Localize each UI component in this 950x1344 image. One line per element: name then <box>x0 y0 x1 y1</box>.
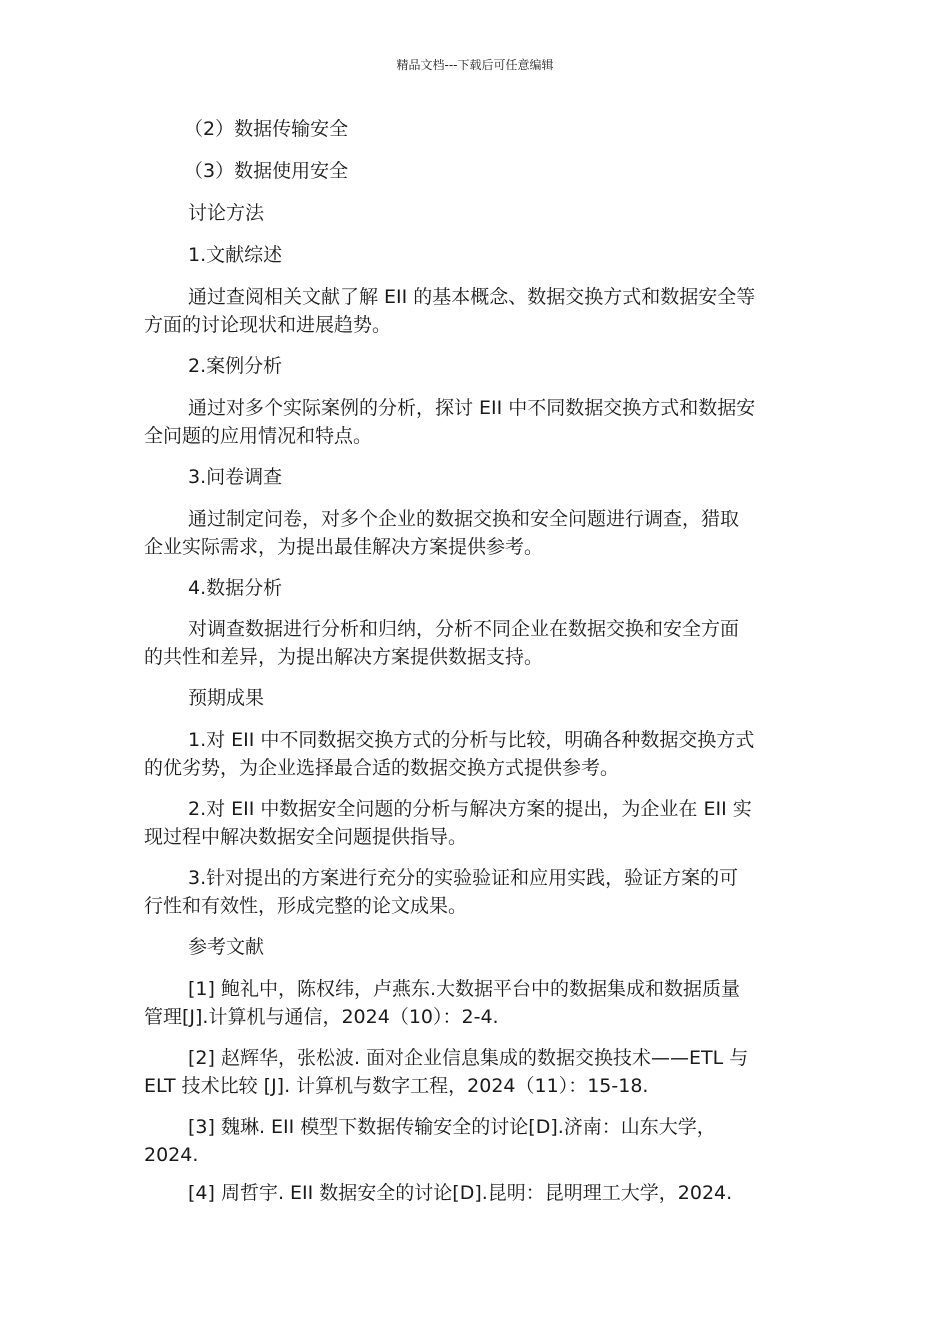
reference-line: [3] 魏琳. EII 模型下数据传输安全的讨论[D].济南：山东大学， <box>188 1116 716 1138</box>
paragraph-line: 3.针对提出的方案进行充分的实验验证和应用实践，验证方案的可 <box>188 867 739 889</box>
heading-references: 参考文献 <box>188 936 265 958</box>
paragraph-line: 对调查数据进行分析和归纳，分析不同企业在数据交换和安全方面 <box>188 618 740 640</box>
subheading-literature-review: 1.文献综述 <box>188 244 283 266</box>
paragraph-result-2 <box>144 795 808 851</box>
paragraph-line: 全问题的应用情况和特点。 <box>144 425 373 447</box>
paragraph-line: 通过对多个实际案例的分析，探讨 EII 中不同数据交换方式和数据安 <box>188 397 756 419</box>
paragraph-data-analysis <box>144 615 808 671</box>
reference-1 <box>144 975 808 1031</box>
paragraph-line: 行性和有效性，形成完整的论文成果。 <box>144 895 468 917</box>
paragraph-line: 1.对 EII 中不同数据交换方式的分析与比较，明确各种数据交换方式 <box>188 729 755 751</box>
heading-expected-results: 预期成果 <box>188 687 265 709</box>
heading-methods: 讨论方法 <box>188 202 265 224</box>
page-header: 精品文档---下载后可任意编辑 <box>396 58 554 72</box>
subheading-case-analysis: 2.案例分析 <box>188 355 283 377</box>
reference-line: [2] 赵辉华，张松波. 面对企业信息集成的数据交换技术——ETL 与 <box>188 1047 749 1069</box>
reference-line: ELT 技术比较 [J]. 计算机与数字工程，2024（11）：15-18. <box>144 1075 649 1097</box>
paragraph-literature-review <box>144 283 808 339</box>
paragraph-line: 的优劣势，为企业选择最合适的数据交换方式提供参考。 <box>144 757 620 779</box>
paragraph-line: 通过制定问卷，对多个企业的数据交换和安全问题进行调查，猎取 <box>188 508 740 530</box>
paragraph-line: 现过程中解决数据安全问题提供指导。 <box>144 826 468 848</box>
subheading-data-analysis: 4.数据分析 <box>188 577 283 599</box>
paragraph-questionnaire <box>144 505 808 561</box>
paragraph-line: 2.对 EII 中数据安全问题的分析与解决方案的提出，为企业在 EII 实 <box>188 798 752 820</box>
paragraph-line: 方面的讨论现状和进展趋势。 <box>144 314 392 336</box>
paragraph-line: 企业实际需求，为提出最佳解决方案提供参考。 <box>144 536 544 558</box>
paragraph-result-3 <box>144 864 808 920</box>
section-item-data-usage: （3）数据使用安全 <box>184 160 349 182</box>
paragraph-line: 通过查阅相关文献了解 EII 的基本概念、数据交换方式和数据安全等 <box>188 286 756 308</box>
reference-line: 管理[J].计算机与通信，2024（10）：2-4. <box>144 1006 499 1028</box>
reference-3 <box>144 1113 808 1169</box>
section-item-data-transmission: （2）数据传输安全 <box>184 118 349 140</box>
reference-line: 2024. <box>144 1144 199 1166</box>
paragraph-case-analysis <box>144 394 808 450</box>
subheading-questionnaire: 3.问卷调查 <box>188 466 283 488</box>
paragraph-line: 的共性和差异，为提出解决方案提供数据支持。 <box>144 646 544 668</box>
paragraph-result-1 <box>144 726 808 782</box>
reference-line: [1] 鲍礼中，陈权纬，卢燕东.大数据平台中的数据集成和数据质量 <box>188 978 740 1000</box>
reference-2 <box>144 1044 808 1100</box>
reference-4: [4] 周哲宇. EII 数据安全的讨论[D].昆明：昆明理工大学，2024. <box>188 1182 733 1204</box>
